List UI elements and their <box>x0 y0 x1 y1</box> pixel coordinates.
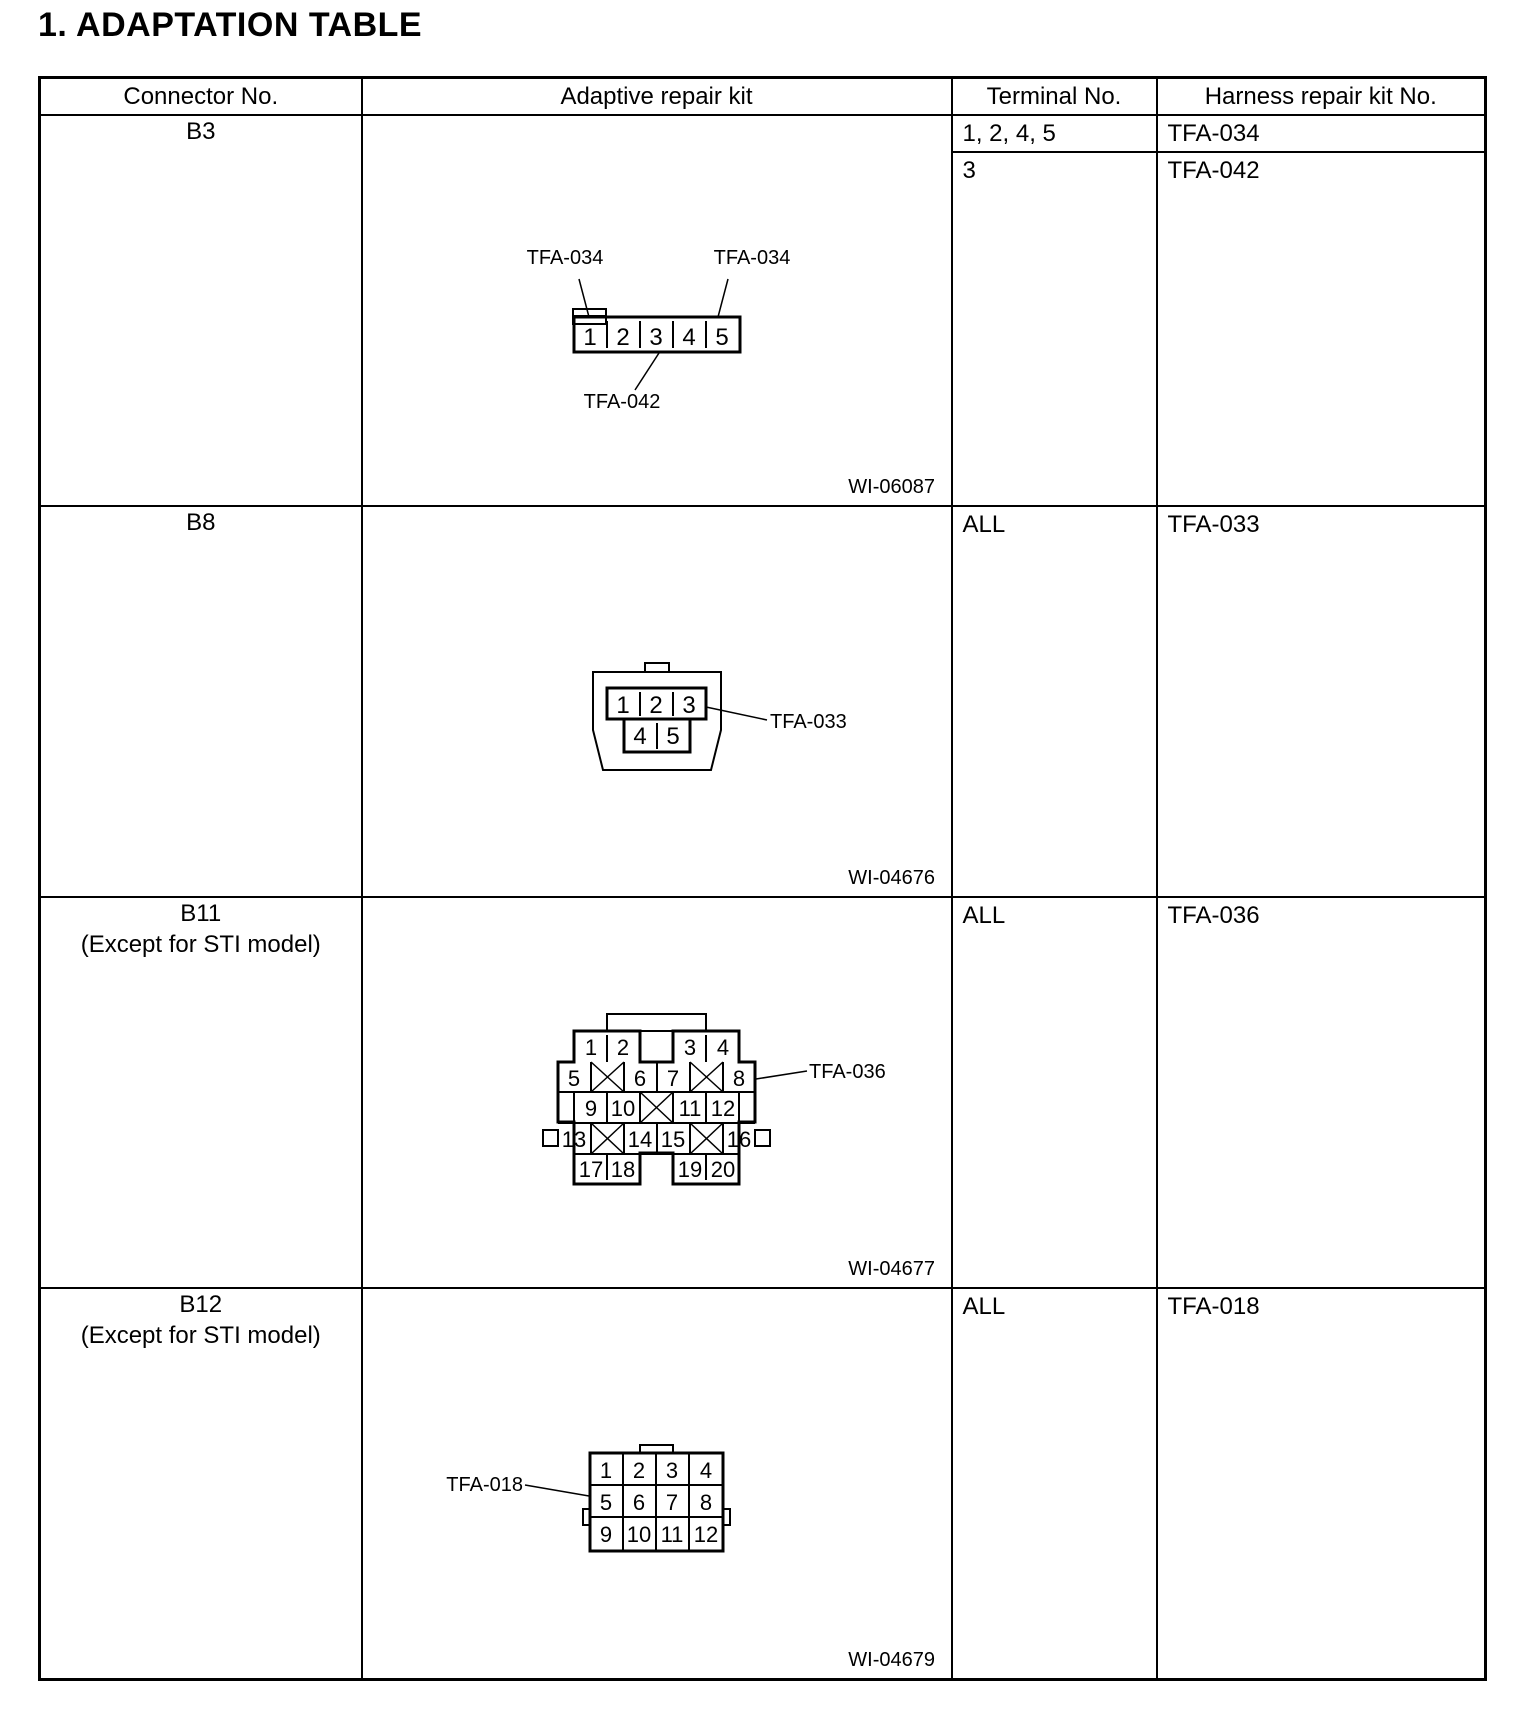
callout-label: TFA-036 <box>808 1060 886 1083</box>
pin-label: 15 <box>660 1126 685 1152</box>
terminal-cell <box>952 506 1157 897</box>
pin-label: 8 <box>732 1065 745 1091</box>
connector-cell <box>40 115 362 506</box>
figure-id: WI-04679 <box>847 1648 935 1671</box>
connector-note: (Except for STI model) <box>80 930 321 958</box>
pin-label: 2 <box>615 324 630 351</box>
pin-label: 9 <box>599 1521 612 1547</box>
pin-label: 14 <box>627 1126 652 1152</box>
pin-label: 4 <box>716 1034 729 1060</box>
connector-diagram-b12 <box>363 1289 951 1677</box>
pin-label: 13 <box>561 1126 586 1152</box>
pin-label: 6 <box>633 1065 646 1091</box>
pin-label: 5 <box>714 324 729 351</box>
pin-label: 16 <box>726 1126 751 1152</box>
table-row <box>40 1288 1486 1680</box>
header-connector-no: Connector No. <box>40 78 362 116</box>
table-row <box>40 506 1486 897</box>
harness-kit-no: TFA-034 <box>1158 116 1485 152</box>
pin-label: 5 <box>665 722 680 750</box>
pin-label: 3 <box>665 1457 678 1483</box>
connector-diagram-b8 <box>363 507 951 895</box>
harness-cell <box>1157 115 1486 506</box>
callout-label: TFA-018 <box>445 1473 523 1496</box>
kit-figure-cell <box>362 1288 952 1680</box>
pin-label: 12 <box>710 1095 735 1121</box>
pin-label: 5 <box>599 1489 612 1515</box>
pin-label: 1 <box>582 324 597 351</box>
connector-no: B3 <box>186 118 216 145</box>
pin-label: 2 <box>616 1034 629 1060</box>
connector-no: B8 <box>186 508 216 536</box>
kit-figure-cell <box>362 897 952 1288</box>
terminal-cell <box>952 115 1157 506</box>
pin-label: 2 <box>632 1457 645 1483</box>
pin-label: 12 <box>693 1521 718 1547</box>
header-terminal-no: Terminal No. <box>952 78 1157 116</box>
pin-label: 4 <box>681 324 696 351</box>
figure-id: WI-04676 <box>847 866 935 889</box>
pin-label: 10 <box>610 1095 635 1121</box>
terminal-no: ALL <box>962 1292 1006 1320</box>
callout-label: TFA-034 <box>713 247 790 269</box>
harness-kit-no: TFA-018 <box>1167 1292 1260 1320</box>
harness-cell <box>1157 1288 1486 1680</box>
callout-label: TFA-033 <box>769 710 847 733</box>
harness-kit-no: TFA-036 <box>1167 901 1260 929</box>
pin-label: 20 <box>710 1156 735 1182</box>
table-row <box>40 115 1486 506</box>
pin-label: 3 <box>681 691 696 719</box>
figure-id: WI-06087 <box>847 476 935 498</box>
header-harness-repair-kit-no: Harness repair kit No. <box>1157 78 1486 116</box>
pin-label: 17 <box>578 1156 603 1182</box>
terminal-cell <box>952 1288 1157 1680</box>
harness-cell <box>1157 897 1486 1288</box>
pin-label: 11 <box>678 1095 701 1121</box>
terminal-no: 1, 2, 4, 5 <box>953 116 1156 152</box>
connector-diagram-b3 <box>363 116 951 504</box>
terminal-cell <box>952 897 1157 1288</box>
pin-label: 3 <box>648 324 663 351</box>
header-row <box>40 78 1486 116</box>
connector-cell <box>40 1288 362 1680</box>
harness-kit-no: TFA-042 <box>1167 156 1260 184</box>
pin-label: 4 <box>699 1457 712 1483</box>
table-row <box>40 897 1486 1288</box>
pin-label: 10 <box>626 1521 651 1547</box>
harness-cell <box>1157 506 1486 897</box>
pin-label: 6 <box>632 1489 645 1515</box>
pin-label: 7 <box>665 1489 678 1515</box>
kit-figure-cell <box>362 115 952 506</box>
header-adaptive-repair-kit: Adaptive repair kit <box>362 78 952 116</box>
callout-label: TFA-034 <box>526 247 603 269</box>
terminal-no: ALL <box>962 901 1006 929</box>
adaptation-table <box>38 76 1487 1681</box>
connector-no: B11 <box>180 899 222 927</box>
pin-label: 11 <box>660 1521 683 1547</box>
pin-label: 2 <box>648 691 663 719</box>
connector-cell <box>40 506 362 897</box>
pin-label: 4 <box>632 722 647 750</box>
section-title: 1. ADAPTATION TABLE <box>38 6 423 44</box>
pin-label: 8 <box>699 1489 712 1515</box>
terminal-no: 3 <box>962 156 976 184</box>
kit-figure-cell <box>362 506 952 897</box>
pin-label: 1 <box>615 691 630 719</box>
figure-id: WI-04677 <box>847 1257 935 1280</box>
terminal-no: ALL <box>962 510 1006 538</box>
callout-label: TFA-042 <box>583 391 660 413</box>
connector-cell <box>40 897 362 1288</box>
connector-note: (Except for STI model) <box>80 1321 321 1349</box>
pin-label: 5 <box>567 1065 580 1091</box>
pin-label: 19 <box>677 1156 702 1182</box>
harness-kit-no: TFA-033 <box>1167 510 1260 538</box>
pin-label: 1 <box>584 1034 597 1060</box>
connector-no: B12 <box>179 1290 223 1318</box>
pin-label: 3 <box>683 1034 696 1060</box>
pin-label: 18 <box>610 1156 635 1182</box>
pin-label: 9 <box>584 1095 597 1121</box>
pin-label: 1 <box>599 1457 612 1483</box>
pin-label: 7 <box>666 1065 679 1091</box>
connector-diagram-b11 <box>363 898 951 1286</box>
